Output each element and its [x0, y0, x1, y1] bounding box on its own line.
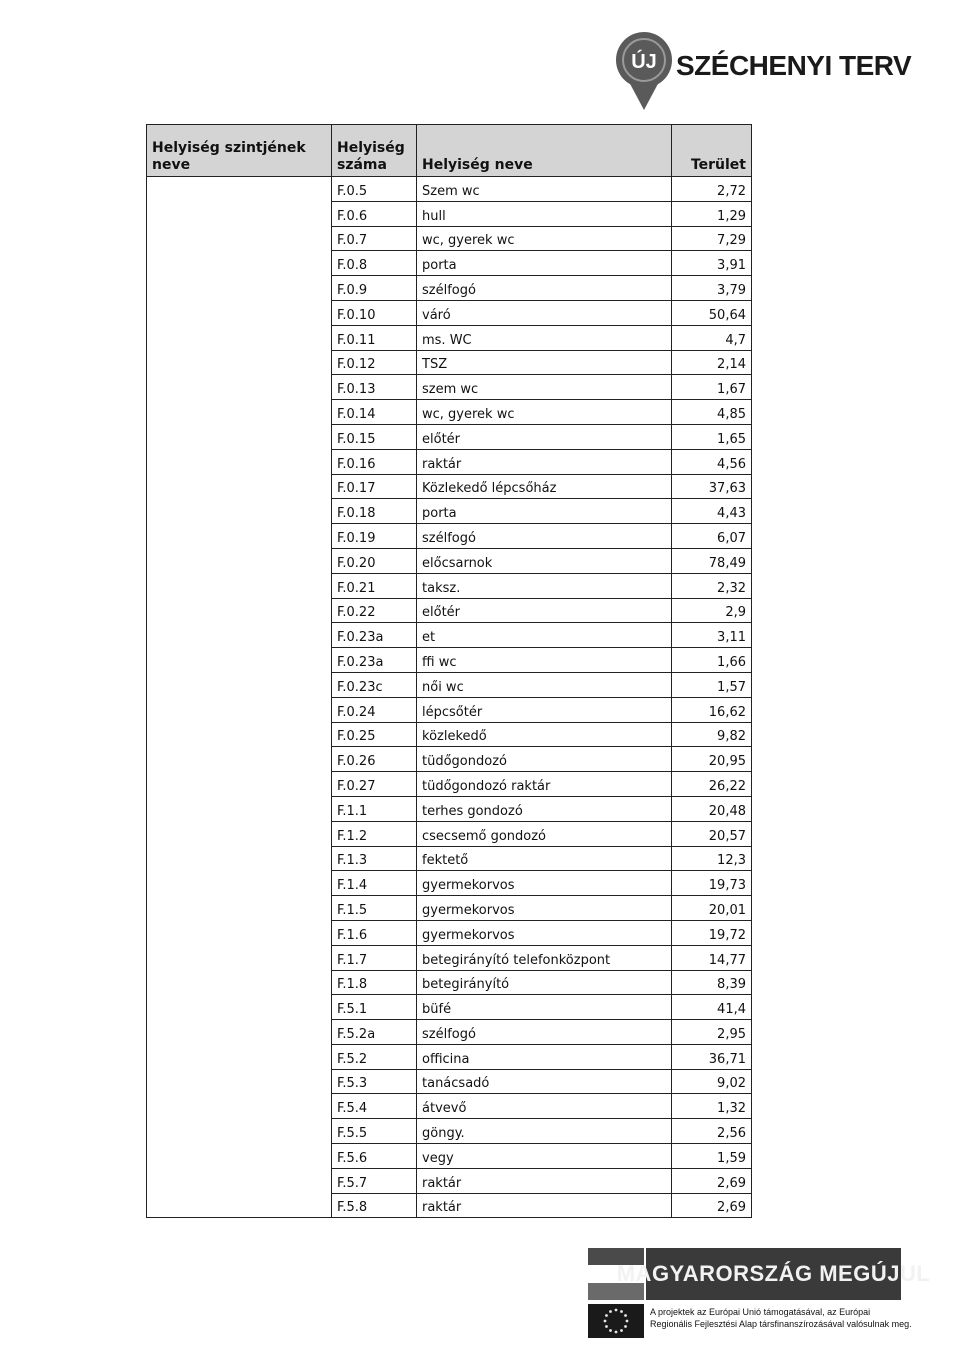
cell-level-name: [147, 201, 332, 226]
cell-area: 3,11: [672, 623, 752, 648]
cell-room-number: F.0.22: [332, 598, 417, 623]
cell-level-name: [147, 548, 332, 573]
cell-area: 1,57: [672, 672, 752, 697]
column-header-room-name: Helyiség neve: [417, 125, 672, 177]
cell-level-name: [147, 772, 332, 797]
cell-room-number: F.1.2: [332, 821, 417, 846]
cell-room-number: F.0.16: [332, 449, 417, 474]
table-row: [147, 1119, 752, 1144]
cell-area: 2,56: [672, 1119, 752, 1144]
cell-area: 20,95: [672, 747, 752, 772]
cell-room-number: F.5.1: [332, 995, 417, 1020]
cell-room-name: betegirányító: [417, 970, 672, 995]
cell-level-name: [147, 177, 332, 202]
banner: [616, 1248, 931, 1300]
cell-room-number: F.0.21: [332, 573, 417, 598]
cell-level-name: [147, 846, 332, 871]
table-row: [147, 499, 752, 524]
cell-room-number: F.5.2: [332, 1044, 417, 1069]
cell-room-number: F.1.1: [332, 796, 417, 821]
cell-room-name: raktár: [417, 1168, 672, 1193]
cell-room-number: F.0.13: [332, 375, 417, 400]
table-row: [147, 251, 752, 276]
column-header-level-name: Helyiség szintjének neve: [147, 125, 332, 177]
eu-funding-note-line-2: Regionális Fejlesztési Alap társfinanszírozásával valósulnak meg.: [650, 1319, 912, 1329]
cell-area: 16,62: [672, 697, 752, 722]
cell-level-name: [147, 747, 332, 772]
cell-area: 26,22: [672, 772, 752, 797]
cell-room-number: F.5.8: [332, 1193, 417, 1218]
cell-room-number: F.5.3: [332, 1069, 417, 1094]
cell-area: 2,69: [672, 1168, 752, 1193]
cell-area: 37,63: [672, 474, 752, 499]
cell-level-name: [147, 1094, 332, 1119]
cell-area: 2,95: [672, 1020, 752, 1045]
cell-room-number: F.0.5: [332, 177, 417, 202]
cell-area: 2,72: [672, 177, 752, 202]
svg-text:ÚJ: ÚJ: [631, 51, 657, 73]
cell-level-name: [147, 623, 332, 648]
cell-area: 20,57: [672, 821, 752, 846]
cell-room-name: szélfogó: [417, 276, 672, 301]
cell-room-name: göngy.: [417, 1119, 672, 1144]
table-row: [147, 573, 752, 598]
cell-room-name: hull: [417, 201, 672, 226]
cell-room-number: F.0.19: [332, 524, 417, 549]
cell-room-number: F.5.4: [332, 1094, 417, 1119]
cell-room-number: F.0.26: [332, 747, 417, 772]
cell-level-name: [147, 920, 332, 945]
cell-level-name: [147, 1193, 332, 1218]
cell-room-name: fektető: [417, 846, 672, 871]
cell-level-name: [147, 474, 332, 499]
cell-room-number: F.5.6: [332, 1144, 417, 1169]
cell-room-number: F.1.6: [332, 920, 417, 945]
cell-area: 4,43: [672, 499, 752, 524]
cell-level-name: [147, 424, 332, 449]
cell-room-name: taksz.: [417, 573, 672, 598]
cell-area: 1,67: [672, 375, 752, 400]
cell-room-number: F.1.3: [332, 846, 417, 871]
cell-room-name: terhes gondozó: [417, 796, 672, 821]
cell-room-number: F.1.5: [332, 896, 417, 921]
table-row: [147, 970, 752, 995]
cell-room-name: gyermekorvos: [417, 896, 672, 921]
table-row: [147, 648, 752, 673]
cell-room-number: F.0.14: [332, 400, 417, 425]
cell-level-name: [147, 648, 332, 673]
cell-room-number: F.5.7: [332, 1168, 417, 1193]
column-header-area: Terület: [672, 125, 752, 177]
cell-room-name: betegirányító telefonközpont: [417, 945, 672, 970]
table-header-row: [147, 125, 752, 177]
cell-area: 2,9: [672, 598, 752, 623]
cell-level-name: [147, 400, 332, 425]
cell-area: 2,69: [672, 1193, 752, 1218]
table-row: [147, 548, 752, 573]
eu-funding-note-line-1: A projektek az Európai Unió támogatásával, az Európai: [650, 1307, 871, 1317]
cell-room-name: raktár: [417, 1193, 672, 1218]
cell-area: 1,29: [672, 201, 752, 226]
cell-room-name: gyermekorvos: [417, 871, 672, 896]
cell-level-name: [147, 945, 332, 970]
cell-area: 1,65: [672, 424, 752, 449]
cell-area: 4,7: [672, 325, 752, 350]
cell-area: 1,32: [672, 1094, 752, 1119]
table-row: [147, 995, 752, 1020]
cell-area: 20,48: [672, 796, 752, 821]
cell-room-number: F.0.9: [332, 276, 417, 301]
cell-level-name: [147, 821, 332, 846]
table-row: [147, 1044, 752, 1069]
table-row: [147, 772, 752, 797]
table-row: [147, 623, 752, 648]
cell-room-name: vegy: [417, 1144, 672, 1169]
cell-area: 19,73: [672, 871, 752, 896]
cell-area: 3,91: [672, 251, 752, 276]
cell-level-name: [147, 1144, 332, 1169]
cell-room-name: előcsarnok: [417, 548, 672, 573]
cell-room-name: Közlekedő lépcsőház: [417, 474, 672, 499]
cell-area: 3,79: [672, 276, 752, 301]
banner-text: MAGYARORSZÁG MEGÚJUL: [616, 1261, 931, 1286]
table-row: [147, 300, 752, 325]
cell-level-name: [147, 300, 332, 325]
cell-room-name: tanácsadó: [417, 1069, 672, 1094]
table-row: [147, 1020, 752, 1045]
cell-room-number: F.0.7: [332, 226, 417, 251]
cell-area: 41,4: [672, 995, 752, 1020]
table-row: [147, 871, 752, 896]
logo-pin-icon: [612, 30, 676, 112]
table-row: [147, 672, 752, 697]
cell-level-name: [147, 871, 332, 896]
cell-area: 12,3: [672, 846, 752, 871]
table-row: [147, 846, 752, 871]
cell-room-number: F.5.2a: [332, 1020, 417, 1045]
cell-level-name: [147, 449, 332, 474]
cell-room-number: F.0.24: [332, 697, 417, 722]
cell-level-name: [147, 573, 332, 598]
cell-area: 14,77: [672, 945, 752, 970]
table-row: [147, 796, 752, 821]
cell-room-number: F.0.6: [332, 201, 417, 226]
cell-room-name: wc, gyerek wc: [417, 400, 672, 425]
table-row: [147, 424, 752, 449]
cell-area: 19,72: [672, 920, 752, 945]
table-row: [147, 474, 752, 499]
table-row: [147, 276, 752, 301]
cell-room-name: officina: [417, 1044, 672, 1069]
table-row: [147, 920, 752, 945]
cell-level-name: [147, 697, 332, 722]
cell-room-number: F.0.23a: [332, 648, 417, 673]
cell-level-name: [147, 1069, 332, 1094]
cell-room-name: közlekedő: [417, 722, 672, 747]
magyarorszag-megujul-badge: [588, 1248, 931, 1338]
cell-area: 9,82: [672, 722, 752, 747]
cell-level-name: [147, 1119, 332, 1144]
table-row: [147, 697, 752, 722]
cell-room-number: F.0.23c: [332, 672, 417, 697]
cell-area: 1,66: [672, 648, 752, 673]
table-row: [147, 598, 752, 623]
cell-area: 4,85: [672, 400, 752, 425]
table-row: [147, 201, 752, 226]
cell-room-name: TSZ: [417, 350, 672, 375]
cell-room-number: F.0.10: [332, 300, 417, 325]
cell-room-name: ms. WC: [417, 325, 672, 350]
table-row: [147, 350, 752, 375]
cell-room-number: F.5.5: [332, 1119, 417, 1144]
cell-level-name: [147, 375, 332, 400]
cell-area: 6,07: [672, 524, 752, 549]
cell-room-number: F.0.20: [332, 548, 417, 573]
cell-level-name: [147, 722, 332, 747]
column-header-room-number: Helyiség száma: [332, 125, 417, 177]
cell-room-name: váró: [417, 300, 672, 325]
cell-room-number: F.0.18: [332, 499, 417, 524]
cell-level-name: [147, 796, 332, 821]
cell-room-name: szem wc: [417, 375, 672, 400]
cell-level-name: [147, 995, 332, 1020]
cell-room-name: porta: [417, 499, 672, 524]
cell-area: 36,71: [672, 1044, 752, 1069]
table-row: [147, 449, 752, 474]
cell-level-name: [147, 325, 332, 350]
cell-area: 8,39: [672, 970, 752, 995]
cell-area: 7,29: [672, 226, 752, 251]
table-row: [147, 821, 752, 846]
cell-room-name: wc, gyerek wc: [417, 226, 672, 251]
cell-room-number: F.0.23a: [332, 623, 417, 648]
cell-room-name: tüdőgondozó: [417, 747, 672, 772]
cell-level-name: [147, 499, 332, 524]
table-row: [147, 722, 752, 747]
cell-area: 78,49: [672, 548, 752, 573]
cell-room-number: F.1.7: [332, 945, 417, 970]
table-row: [147, 1069, 752, 1094]
cell-room-number: F.0.8: [332, 251, 417, 276]
table-row: [147, 325, 752, 350]
cell-room-number: F.0.25: [332, 722, 417, 747]
cell-room-number: F.0.15: [332, 424, 417, 449]
cell-level-name: [147, 1044, 332, 1069]
cell-level-name: [147, 276, 332, 301]
table-row: [147, 226, 752, 251]
cell-level-name: [147, 672, 332, 697]
room-area-table: [146, 124, 752, 1218]
table-row: [147, 945, 752, 970]
cell-level-name: [147, 226, 332, 251]
table-row: [147, 1168, 752, 1193]
table-row: [147, 747, 752, 772]
cell-room-name: átvevő: [417, 1094, 672, 1119]
szechenyi-terv-logo: [612, 30, 912, 110]
cell-area: 20,01: [672, 896, 752, 921]
table-row: [147, 375, 752, 400]
cell-room-name: ffi wc: [417, 648, 672, 673]
cell-level-name: [147, 896, 332, 921]
cell-room-name: csecsemő gondozó: [417, 821, 672, 846]
cell-level-name: [147, 251, 332, 276]
cell-level-name: [147, 524, 332, 549]
cell-area: 2,14: [672, 350, 752, 375]
cell-area: 9,02: [672, 1069, 752, 1094]
cell-room-name: előtér: [417, 424, 672, 449]
cell-room-name: lépcsőtér: [417, 697, 672, 722]
cell-room-name: porta: [417, 251, 672, 276]
table-row: [147, 177, 752, 202]
eu-funding-note: [650, 1306, 910, 1330]
table-row: [147, 524, 752, 549]
cell-area: 2,32: [672, 573, 752, 598]
cell-area: 50,64: [672, 300, 752, 325]
eu-flag-icon: [588, 1304, 644, 1338]
cell-level-name: [147, 970, 332, 995]
cell-level-name: [147, 1168, 332, 1193]
cell-area: 1,59: [672, 1144, 752, 1169]
table-row: [147, 400, 752, 425]
cell-room-number: F.0.17: [332, 474, 417, 499]
cell-room-number: F.0.11: [332, 325, 417, 350]
logo-text: SZÉCHENYI TERV: [676, 50, 912, 81]
cell-level-name: [147, 598, 332, 623]
cell-level-name: [147, 350, 332, 375]
cell-room-name: szélfogó: [417, 524, 672, 549]
cell-room-name: Szem wc: [417, 177, 672, 202]
table-row: [147, 1144, 752, 1169]
cell-room-name: gyermekorvos: [417, 920, 672, 945]
table-row: [147, 1193, 752, 1218]
cell-room-number: F.0.27: [332, 772, 417, 797]
cell-room-number: F.0.12: [332, 350, 417, 375]
cell-room-name: női wc: [417, 672, 672, 697]
cell-room-name: büfé: [417, 995, 672, 1020]
table-row: [147, 896, 752, 921]
cell-room-name: et: [417, 623, 672, 648]
cell-level-name: [147, 1020, 332, 1045]
cell-room-name: tüdőgondozó raktár: [417, 772, 672, 797]
cell-area: 4,56: [672, 449, 752, 474]
cell-room-number: F.1.4: [332, 871, 417, 896]
cell-room-name: szélfogó: [417, 1020, 672, 1045]
cell-room-name: előtér: [417, 598, 672, 623]
table-row: [147, 1094, 752, 1119]
cell-room-name: raktár: [417, 449, 672, 474]
cell-room-number: F.1.8: [332, 970, 417, 995]
